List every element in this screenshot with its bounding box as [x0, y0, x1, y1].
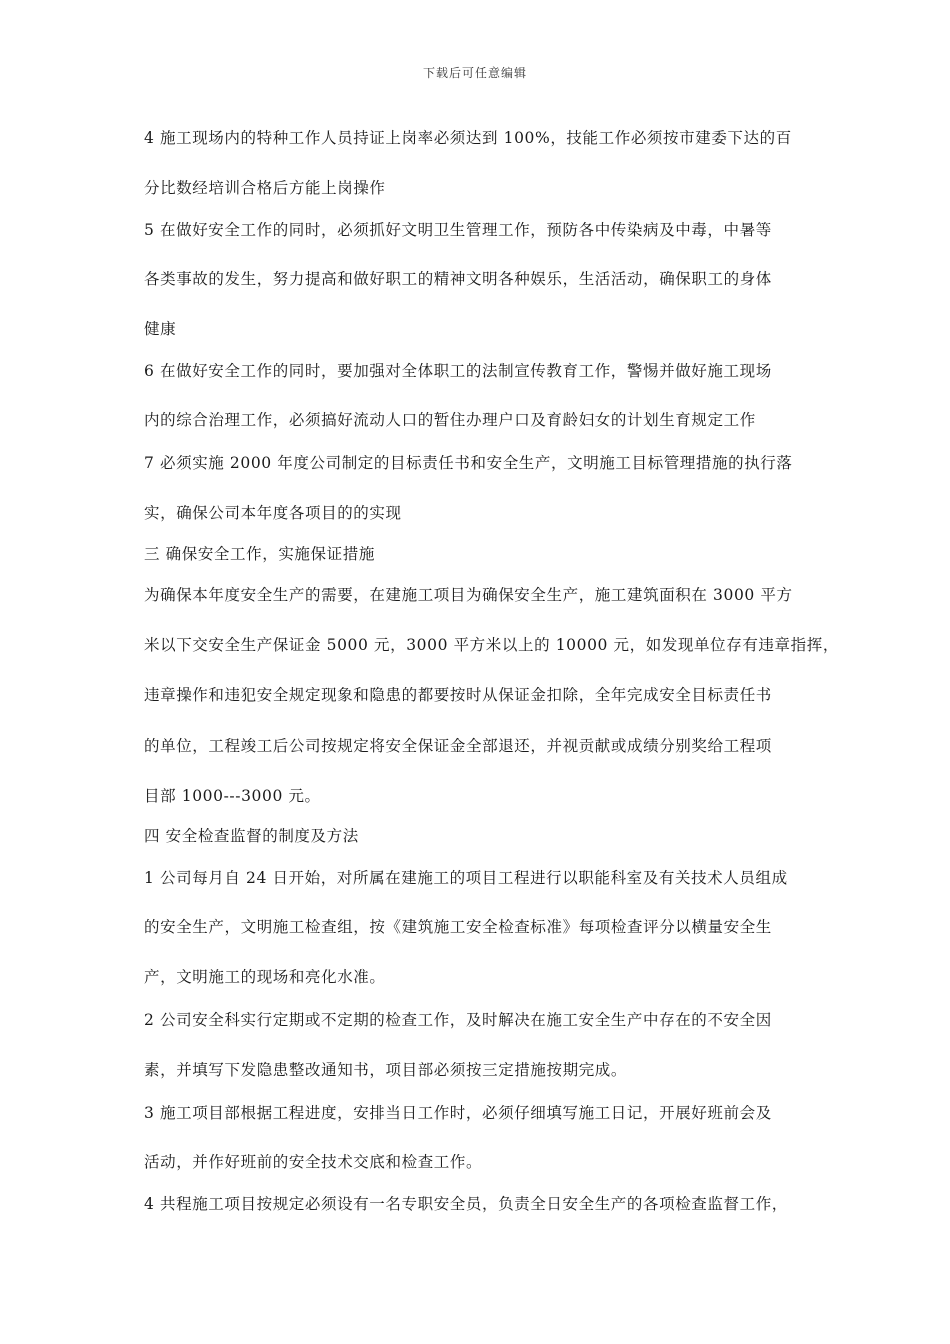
text-line: 活动，并作好班前的安全技术交底和检查工作。: [144, 1153, 483, 1171]
section-heading: 三 确保安全工作，实施保证措施: [144, 545, 375, 563]
text-line: 6 在做好安全工作的同时，要加强对全体职工的法制宣传教育工作，警惕并做好施工现场: [144, 362, 772, 380]
text-line: 2 公司安全科实行定期或不定期的检查工作，及时解决在施工安全生产中存在的不安全因: [144, 1011, 772, 1029]
text-line: 米以下交安全生产保证金 5000 元，3000 平方米以上的 10000 元，如发现单位存有违章指挥，: [144, 636, 839, 654]
text-line: 5 在做好安全工作的同时，必须抓好文明卫生管理工作，预防各中传染病及中毒，中暑等: [144, 221, 772, 239]
section-heading: 四 安全检查监督的制度及方法: [144, 827, 359, 845]
text-line: 3 施工项目部根据工程进度，安排当日工作时，必须仔细填写施工日记，开展好班前会及: [144, 1104, 772, 1122]
text-line: 目部 1000---3000 元。: [144, 787, 321, 805]
text-line: 7 必须实施 2000 年度公司制定的目标责任书和安全生产，文明施工目标管理措施的执行落: [144, 454, 793, 472]
text-line: 的安全生产，文明施工检查组，按《建筑施工安全检查标准》每项检查评分以横量安全生: [144, 918, 772, 936]
text-line: 产，文明施工的现场和亮化水准。: [144, 968, 386, 986]
text-line: 实，确保公司本年度各项目的的实现: [144, 504, 402, 522]
text-line: 各类事故的发生，努力提高和做好职工的精神文明各种娱乐，生活活动，确保职工的身体: [144, 270, 772, 288]
text-line: 内的综合治理工作，必须搞好流动人口的暂住办理户口及育龄妇女的计划生育规定工作: [144, 411, 756, 429]
text-line: 分比数经培训合格后方能上岗操作: [144, 179, 386, 197]
text-line: 健康: [144, 320, 177, 338]
text-line: 4 施工现场内的特种工作人员持证上岗率必须达到 100%，技能工作必须按市建委下达的百: [144, 129, 792, 147]
text-line: 为确保本年度安全生产的需要，在建施工项目为确保安全生产，施工建筑面积在 3000 平方: [144, 586, 793, 604]
text-line: 的单位，工程竣工后公司按规定将安全保证金全部退还，并视贡献或成绩分别奖给工程项: [144, 737, 772, 755]
text-line: 1 公司每月自 24 日开始，对所属在建施工的项目工程进行以职能科室及有关技术人员组成: [144, 869, 788, 887]
text-line: 素，并填写下发隐患整改通知书，项目部必须按三定措施按期完成。: [144, 1061, 628, 1079]
text-line: 4 共程施工项目按规定必须设有一名专职安全员，负责全日安全生产的各项检查监督工作，: [144, 1195, 788, 1213]
page-header: 下载后可任意编辑: [422, 66, 527, 80]
text-line: 违章操作和违犯安全规定现象和隐患的都要按时从保证金扣除，全年完成安全目标责任书: [144, 686, 772, 704]
